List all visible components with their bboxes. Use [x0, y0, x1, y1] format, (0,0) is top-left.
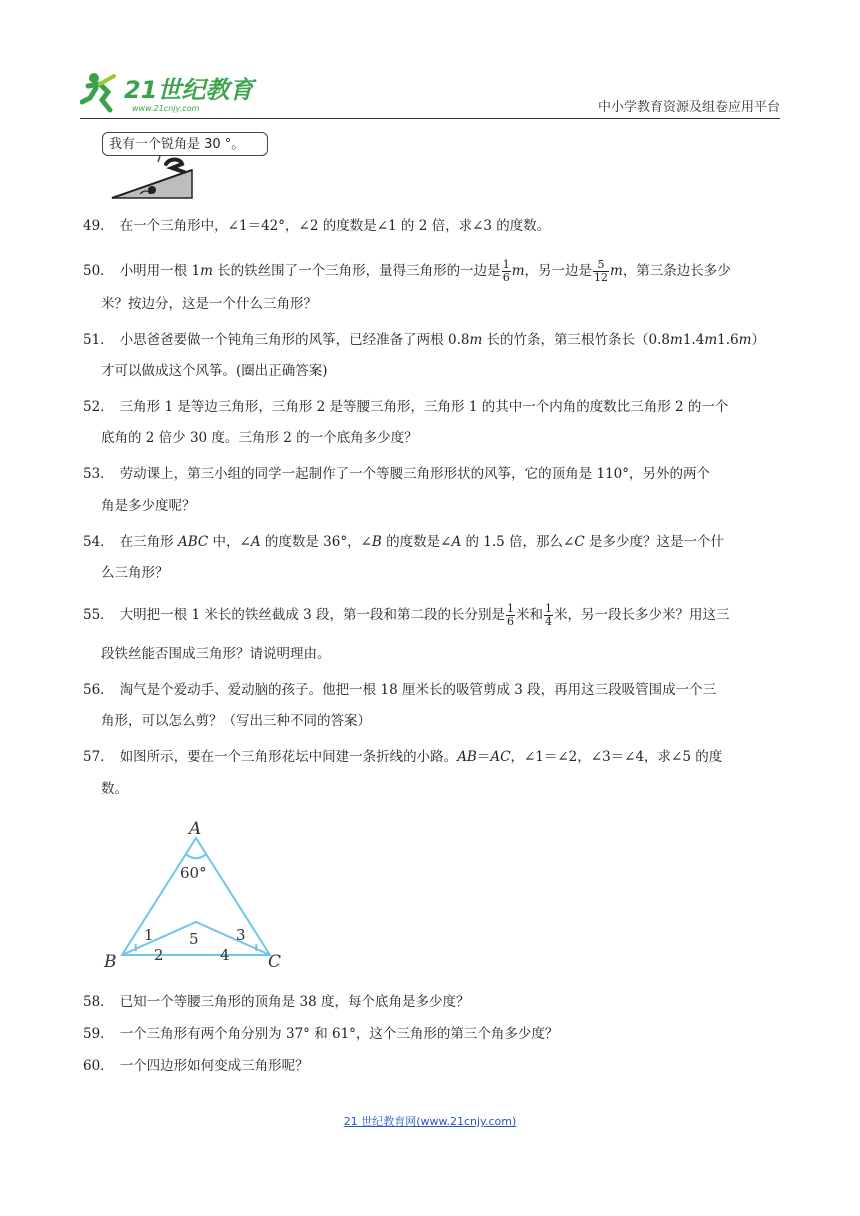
question-52-line2: 底角的 2 倍少 30 度。三角形 2 的一个底角多少度？ — [101, 430, 418, 446]
question-55-line2: 段铁丝能否围成三角形？请说明理由。 — [101, 646, 331, 662]
question-58: 58． 已知一个等腰三角形的顶角是 38 度，每个底角是多少度？ — [83, 994, 470, 1010]
question-54-line2: 么三角形？ — [101, 565, 169, 581]
page-footer — [0, 1113, 860, 1129]
vertex-label-a: A — [189, 819, 202, 839]
logo-url-text: www.21cnjy.com — [132, 104, 200, 113]
angle-label-4: 4 — [220, 946, 230, 964]
logo-21cnjy — [80, 66, 270, 116]
set-square-illustration — [100, 128, 280, 202]
question-53-line2: 角是多少度呢？ — [101, 498, 196, 514]
question-50: 50． 小明用一根 1m 长的铁丝围了一个三角形，量得三角形的一边是 $\frac{1}{6}$ m，另一边是 $\frac{5}{12}$ m，第三条边长多少 — [83, 258, 731, 284]
angle-label-2: 2 — [154, 946, 164, 964]
fraction: $\frac{1}{6}$ — [507, 602, 515, 628]
question-55: 55． 大明把一根 1 米长的铁丝截成 3 段，第一段和第二段的长分别是 $\frac{1}{6}$ 米和 $\frac{1}{4}$ 米，另一段长多少米？用这三 — [83, 602, 730, 628]
question-56: 56． 淘气是个爱动手、爱动脑的孩子。他把一根 18 厘米长的吸管剪成 3 段，再用这三段吸管围成一个三 — [83, 682, 717, 698]
bubble-figure — [100, 128, 280, 202]
question-52: 52． 三角形 1 是等边三角形，三角形 2 是等腰三角形，三角形 1 的其中一个内角的度数比三角形 2 的一个 — [83, 399, 729, 415]
fraction: $\frac{1}{6}$ — [502, 258, 510, 284]
question-60: 60． 一个四边形如何变成三角形呢？ — [83, 1058, 309, 1074]
apex-angle-label: 60° — [180, 864, 207, 882]
angle-label-5: 5 — [189, 930, 199, 948]
vertex-label-c: C — [268, 952, 282, 972]
angle-label-3: 3 — [236, 926, 246, 944]
page-header — [80, 66, 780, 116]
vertex-label-b: B — [104, 952, 117, 972]
question-51-line2: 才可以做成这个风筝。(圈出正确答案) — [101, 363, 328, 379]
question-53: 53． 劳动课上，第三小组的同学一起制作了一个等腰三角形形状的风筝，它的顶角是 110°，另外的两个 — [83, 466, 710, 482]
question-56-line2: 角形，可以怎么剪？（写出三种不同的答案） — [101, 713, 371, 729]
question-51: 51． 小思爸爸要做一个钝角三角形的风筝，已经准备了两根 0.8m 长的竹条，第三根竹条长（0.8m1.4m1.6m） — [83, 332, 765, 348]
question-50-line2: 米？按边分，这是一个什么三角形？ — [101, 296, 317, 312]
triangle-figure — [100, 812, 290, 972]
angle-label-1: 1 — [144, 926, 154, 944]
header-divider — [80, 118, 780, 119]
logo-text: 21世纪教育 — [124, 76, 254, 104]
question-57: 57． 如图所示，要在一个三角形花坛中间建一条折线的小路。AB＝AC，∠1＝∠2，∠3＝∠4，求∠5 的度 — [83, 749, 723, 765]
fraction: $\frac{5}{12}$ — [594, 258, 608, 284]
question-57-line2: 数。 — [101, 781, 128, 797]
question-59: 59． 一个三角形有两个角分别为 37° 和 61°，这个三角形的第三个角多少度？ — [83, 1026, 559, 1042]
speech-bubble: 我有一个锐角是 30 °。 — [102, 132, 268, 156]
question-49: 49． 在一个三角形中，∠1＝42°，∠2 的度数是∠1 的 2 倍，求∠3 的度数。 — [83, 218, 551, 234]
fraction: $\frac{1}{4}$ — [545, 602, 553, 628]
question-54: 54． 在三角形 ABC 中，∠A 的度数是 36°，∠B 的度数是∠A 的 1.5 倍，那么∠C 是多少度？这是一个什 — [83, 534, 724, 550]
footer-link[interactable]: 21 世纪教育网(www.21cnjy.com) — [343, 1115, 517, 1128]
platform-name: 中小学教育资源及组卷应用平台 — [597, 100, 780, 115]
